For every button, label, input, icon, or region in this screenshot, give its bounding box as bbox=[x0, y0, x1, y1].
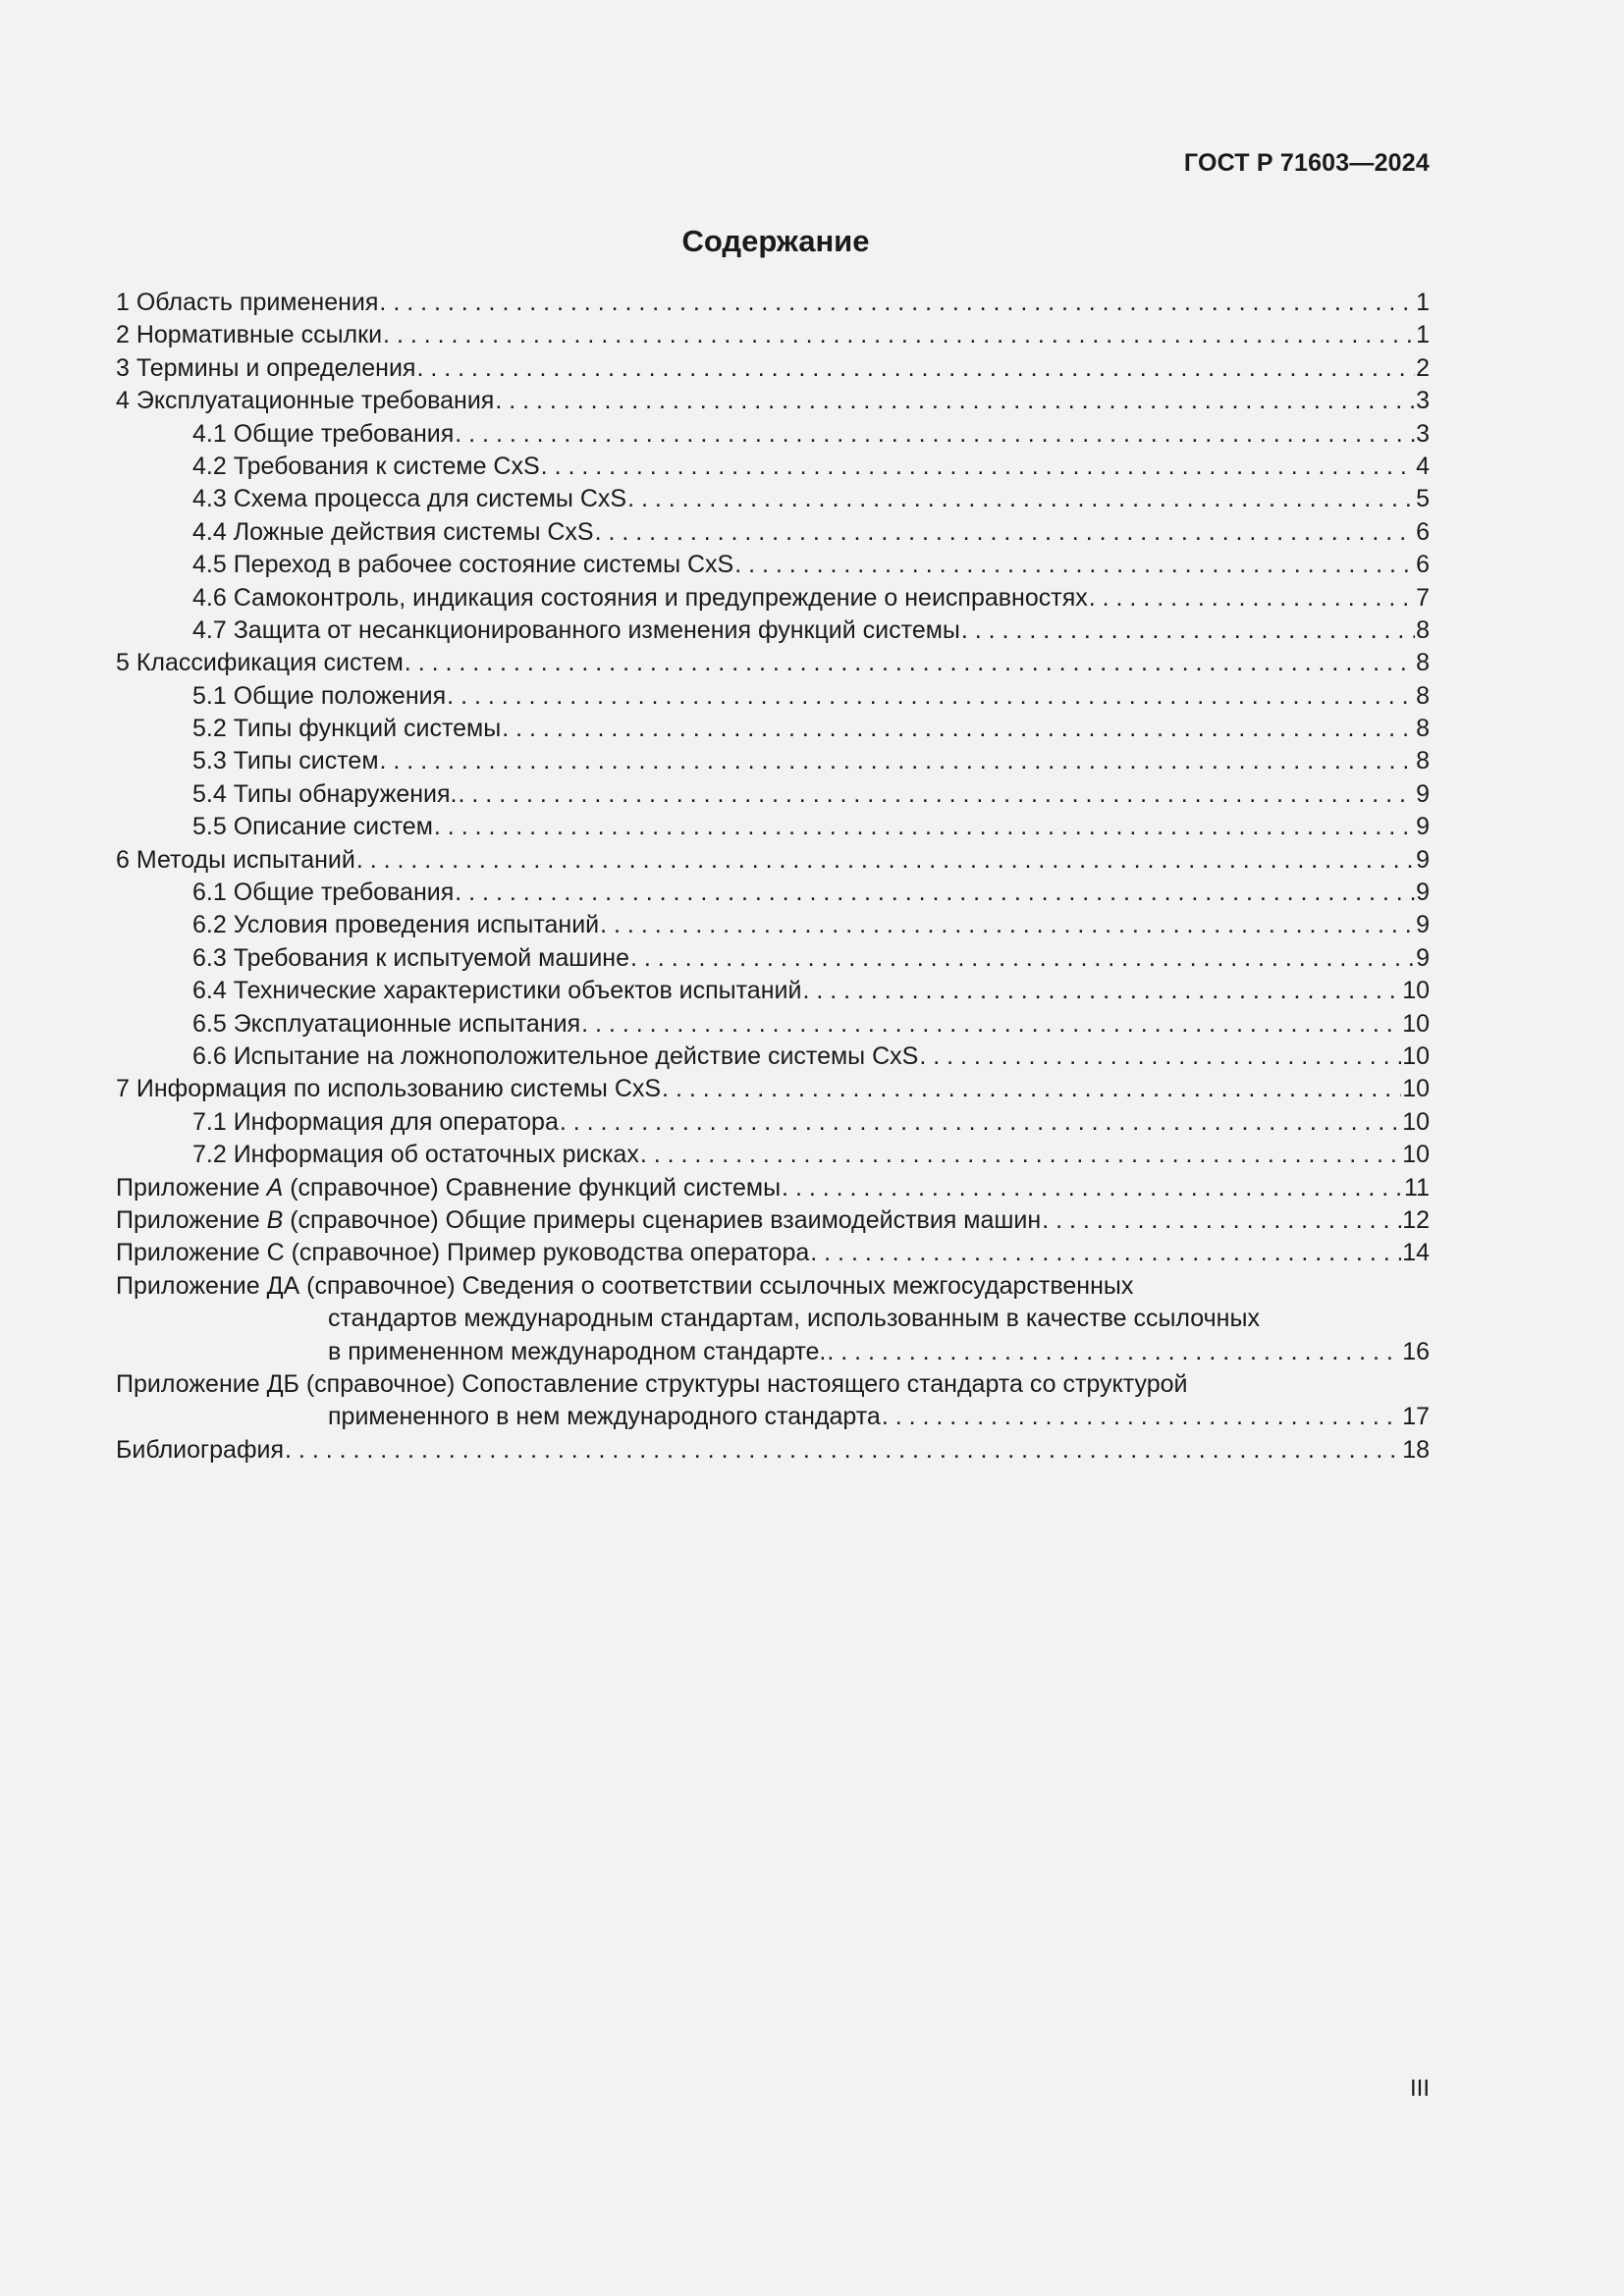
toc-entry-title: 6.1 Общие требования bbox=[192, 879, 455, 907]
dot-leader bbox=[379, 287, 1415, 319]
toc-entry-title: 4.5 Переход в рабочее состояние системы CxS bbox=[192, 551, 734, 579]
toc-page-number: 6 bbox=[1416, 517, 1430, 546]
appendix-da-line3: в примененном международном стандарте. bbox=[328, 1337, 827, 1365]
dot-leader bbox=[919, 1041, 1401, 1073]
toc-entry-appendix-da[interactable] bbox=[116, 1270, 1430, 1368]
dot-leader bbox=[560, 1106, 1401, 1139]
appendix-b-letter: В bbox=[266, 1205, 284, 1234]
appendix-db-line2: примененного в нем международного стандарта bbox=[328, 1403, 881, 1431]
toc-entry[interactable] bbox=[116, 1139, 1430, 1171]
toc-entry[interactable] bbox=[116, 1041, 1430, 1073]
page-number: III bbox=[1409, 2075, 1430, 2102]
toc-entry-title: 6.5 Эксплуатационные испытания bbox=[192, 1009, 581, 1038]
dot-leader bbox=[285, 1434, 1401, 1467]
dot-leader bbox=[802, 975, 1401, 1007]
toc-page-number: 1 bbox=[1416, 289, 1430, 316]
toc-entry[interactable] bbox=[116, 483, 1430, 515]
dot-leader bbox=[380, 745, 1416, 777]
toc-entry[interactable] bbox=[116, 745, 1430, 777]
toc-entry[interactable] bbox=[116, 319, 1430, 351]
toc-page-number: 9 bbox=[1416, 911, 1430, 939]
appendix-da-line1: Приложение ДА (справочное) Сведения о соответствии ссылочных межгосударственных bbox=[116, 1271, 1134, 1300]
toc-entry-title: 6.6 Испытание на ложноположительное действие системы CxS bbox=[192, 1041, 919, 1070]
toc-entry-appendix-db[interactable] bbox=[116, 1368, 1430, 1434]
dot-leader bbox=[502, 713, 1415, 745]
toc-page-number: 10 bbox=[1402, 1041, 1430, 1070]
toc-entry[interactable] bbox=[116, 549, 1430, 581]
toc-page-number: 3 bbox=[1416, 387, 1430, 415]
toc-entry-title: 6.2 Условия проведения испытаний bbox=[192, 911, 600, 939]
toc-page-number: 10 bbox=[1402, 1107, 1430, 1136]
toc-entry-title: 5.3 Типы систем bbox=[192, 747, 379, 775]
document-code: ГОСТ Р 71603—2024 bbox=[1183, 149, 1430, 177]
toc-entry[interactable] bbox=[116, 287, 1430, 319]
toc-entry-title: 4.6 Самоконтроль, индикация состояния и предупреждение о неисправностях bbox=[192, 583, 1088, 612]
toc-page-number: 8 bbox=[1416, 747, 1430, 775]
appendix-a-letter: А bbox=[266, 1173, 284, 1201]
toc-page-number: 17 bbox=[1402, 1403, 1430, 1431]
toc-page-number: 10 bbox=[1402, 1009, 1430, 1038]
toc-entry-title: 4.2 Требования к системе CxS bbox=[192, 452, 540, 480]
toc-entry[interactable] bbox=[116, 647, 1430, 679]
dot-leader bbox=[459, 778, 1416, 811]
toc-entry-title: 5.1 Общие положения bbox=[192, 681, 447, 710]
toc-page-number: 4 bbox=[1416, 452, 1430, 480]
table-of-contents bbox=[116, 287, 1430, 1467]
toc-entry-title: 6.4 Технические характеристики объектов испытаний bbox=[192, 977, 802, 1005]
dot-leader bbox=[434, 811, 1415, 843]
dot-leader bbox=[782, 1172, 1403, 1204]
appendix-db-line1: Приложение ДБ (справочное) Сопоставление структуры настоящего стандарта со структурой bbox=[116, 1369, 1188, 1398]
toc-entry[interactable] bbox=[116, 385, 1430, 417]
toc-entry-appendix-b[interactable] bbox=[116, 1204, 1430, 1237]
toc-entry[interactable] bbox=[116, 516, 1430, 549]
dot-leader bbox=[600, 909, 1415, 941]
toc-entry-title: 2 Нормативные ссылки bbox=[116, 321, 383, 349]
toc-page-number: 16 bbox=[1402, 1337, 1430, 1365]
toc-page-number: 2 bbox=[1416, 353, 1430, 382]
toc-entry[interactable] bbox=[116, 582, 1430, 614]
toc-entries bbox=[116, 287, 1430, 1172]
appendix-b-text: (справочное) Общие примеры сценариев взаимодействия машин bbox=[283, 1205, 1042, 1234]
toc-page-number: 11 bbox=[1404, 1173, 1430, 1201]
dot-leader bbox=[630, 942, 1415, 975]
toc-entry[interactable] bbox=[116, 713, 1430, 745]
toc-page-number: 10 bbox=[1402, 977, 1430, 1005]
toc-entry-title: 4.3 Схема процесса для системы CxS bbox=[192, 485, 627, 513]
toc-entry-title: 5.2 Типы функций системы bbox=[192, 715, 502, 743]
toc-page-number: 14 bbox=[1402, 1239, 1430, 1267]
toc-entry-title: 3 Термины и определения bbox=[116, 353, 416, 382]
toc-page-number: 9 bbox=[1416, 813, 1430, 841]
toc-page-number: 8 bbox=[1416, 681, 1430, 710]
toc-entry[interactable] bbox=[116, 418, 1430, 451]
bibliography-text: Библиография bbox=[116, 1435, 285, 1464]
toc-entry-title: 7 Информация по использованию системы CxS bbox=[116, 1075, 662, 1103]
dot-leader bbox=[1089, 582, 1415, 614]
toc-page-number: 10 bbox=[1402, 1141, 1430, 1169]
toc-page-number: 9 bbox=[1416, 779, 1430, 808]
dot-leader bbox=[495, 385, 1415, 417]
toc-page-number: 12 bbox=[1402, 1205, 1430, 1234]
toc-entry-title: 6.3 Требования к испытуемой машине bbox=[192, 943, 630, 972]
toc-entry-title: 1 Область применения bbox=[116, 289, 379, 316]
dot-leader bbox=[541, 451, 1415, 483]
toc-entry[interactable] bbox=[116, 352, 1430, 385]
appendix-a-text: (справочное) Сравнение функций системы bbox=[283, 1173, 782, 1201]
toc-entry-title: 5.5 Описание систем bbox=[192, 813, 433, 841]
appendix-da-line2: стандартов международным стандартам, использованным в качестве ссылочных bbox=[328, 1305, 1260, 1333]
dot-leader bbox=[640, 1139, 1401, 1171]
toc-entry[interactable] bbox=[116, 844, 1430, 877]
dot-leader bbox=[405, 647, 1415, 679]
toc-entry-title: 4 Эксплуатационные требования bbox=[116, 387, 495, 415]
toc-page-number: 8 bbox=[1416, 649, 1430, 677]
dot-leader bbox=[447, 680, 1415, 713]
toc-page-number: 8 bbox=[1416, 615, 1430, 644]
toc-entry-title: 4.1 Общие требования bbox=[192, 419, 455, 448]
toc-entry-title: 7.1 Информация для оператора bbox=[192, 1107, 559, 1136]
toc-entry[interactable] bbox=[116, 909, 1430, 941]
dot-leader bbox=[455, 418, 1415, 451]
toc-entry[interactable] bbox=[116, 811, 1430, 843]
toc-entry[interactable] bbox=[116, 877, 1430, 909]
toc-entry[interactable] bbox=[116, 778, 1430, 811]
dot-leader bbox=[383, 319, 1415, 351]
dot-leader bbox=[581, 1008, 1401, 1041]
dot-leader bbox=[961, 614, 1415, 647]
appendix-a-prefix: Приложение bbox=[116, 1173, 267, 1201]
toc-entry[interactable] bbox=[116, 975, 1430, 1007]
toc-page-number: 5 bbox=[1416, 485, 1430, 513]
toc-entry[interactable] bbox=[116, 451, 1430, 483]
appendix-c-text: Приложение С (справочное) Пример руководства оператора bbox=[116, 1239, 810, 1267]
toc-entry-title: 4.7 Защита от несанкционированного изменения функций системы bbox=[192, 615, 960, 644]
dot-leader bbox=[662, 1073, 1401, 1105]
toc-entry[interactable] bbox=[116, 1073, 1430, 1105]
toc-page-number: 7 bbox=[1416, 583, 1430, 612]
dot-leader bbox=[627, 483, 1415, 515]
toc-entry[interactable] bbox=[116, 680, 1430, 713]
toc-page-number: 18 bbox=[1402, 1435, 1430, 1464]
toc-page-number: 1 bbox=[1416, 321, 1430, 349]
toc-entry-title: 6 Методы испытаний bbox=[116, 845, 355, 874]
toc-page-number: 9 bbox=[1416, 879, 1430, 907]
toc-page-number: 9 bbox=[1416, 845, 1430, 874]
toc-title: Содержание bbox=[681, 224, 870, 258]
dot-leader bbox=[810, 1237, 1401, 1269]
toc-entry[interactable] bbox=[116, 1008, 1430, 1041]
toc-entry[interactable] bbox=[116, 942, 1430, 975]
dot-leader bbox=[827, 1336, 1401, 1368]
dot-leader bbox=[455, 877, 1415, 909]
toc-page-number: 10 bbox=[1402, 1075, 1430, 1103]
toc-entry-appendix-c[interactable] bbox=[116, 1237, 1430, 1269]
toc-entry-appendix-a[interactable] bbox=[116, 1172, 1430, 1204]
toc-page-number: 8 bbox=[1416, 715, 1430, 743]
toc-entry-title: 7.2 Информация об остаточных рисках bbox=[192, 1141, 639, 1169]
toc-page-number: 9 bbox=[1416, 943, 1430, 972]
dot-leader bbox=[882, 1401, 1401, 1433]
toc-entry-title: 5.4 Типы обнаружения. bbox=[192, 779, 458, 808]
toc-page-number: 6 bbox=[1416, 551, 1430, 579]
dot-leader bbox=[416, 352, 1415, 385]
toc-entry[interactable] bbox=[116, 614, 1430, 647]
toc-entry-title: 5 Классификация систем bbox=[116, 649, 404, 677]
dot-leader bbox=[734, 549, 1415, 581]
dot-leader bbox=[1042, 1204, 1401, 1237]
dot-leader bbox=[356, 844, 1415, 877]
toc-entry-title: 4.4 Ложные действия системы CxS bbox=[192, 517, 594, 546]
dot-leader bbox=[595, 516, 1416, 549]
toc-page-number: 3 bbox=[1416, 419, 1430, 448]
toc-entry[interactable] bbox=[116, 1106, 1430, 1139]
appendix-b-prefix: Приложение bbox=[116, 1205, 267, 1234]
toc-entry-bibliography[interactable] bbox=[116, 1434, 1430, 1467]
